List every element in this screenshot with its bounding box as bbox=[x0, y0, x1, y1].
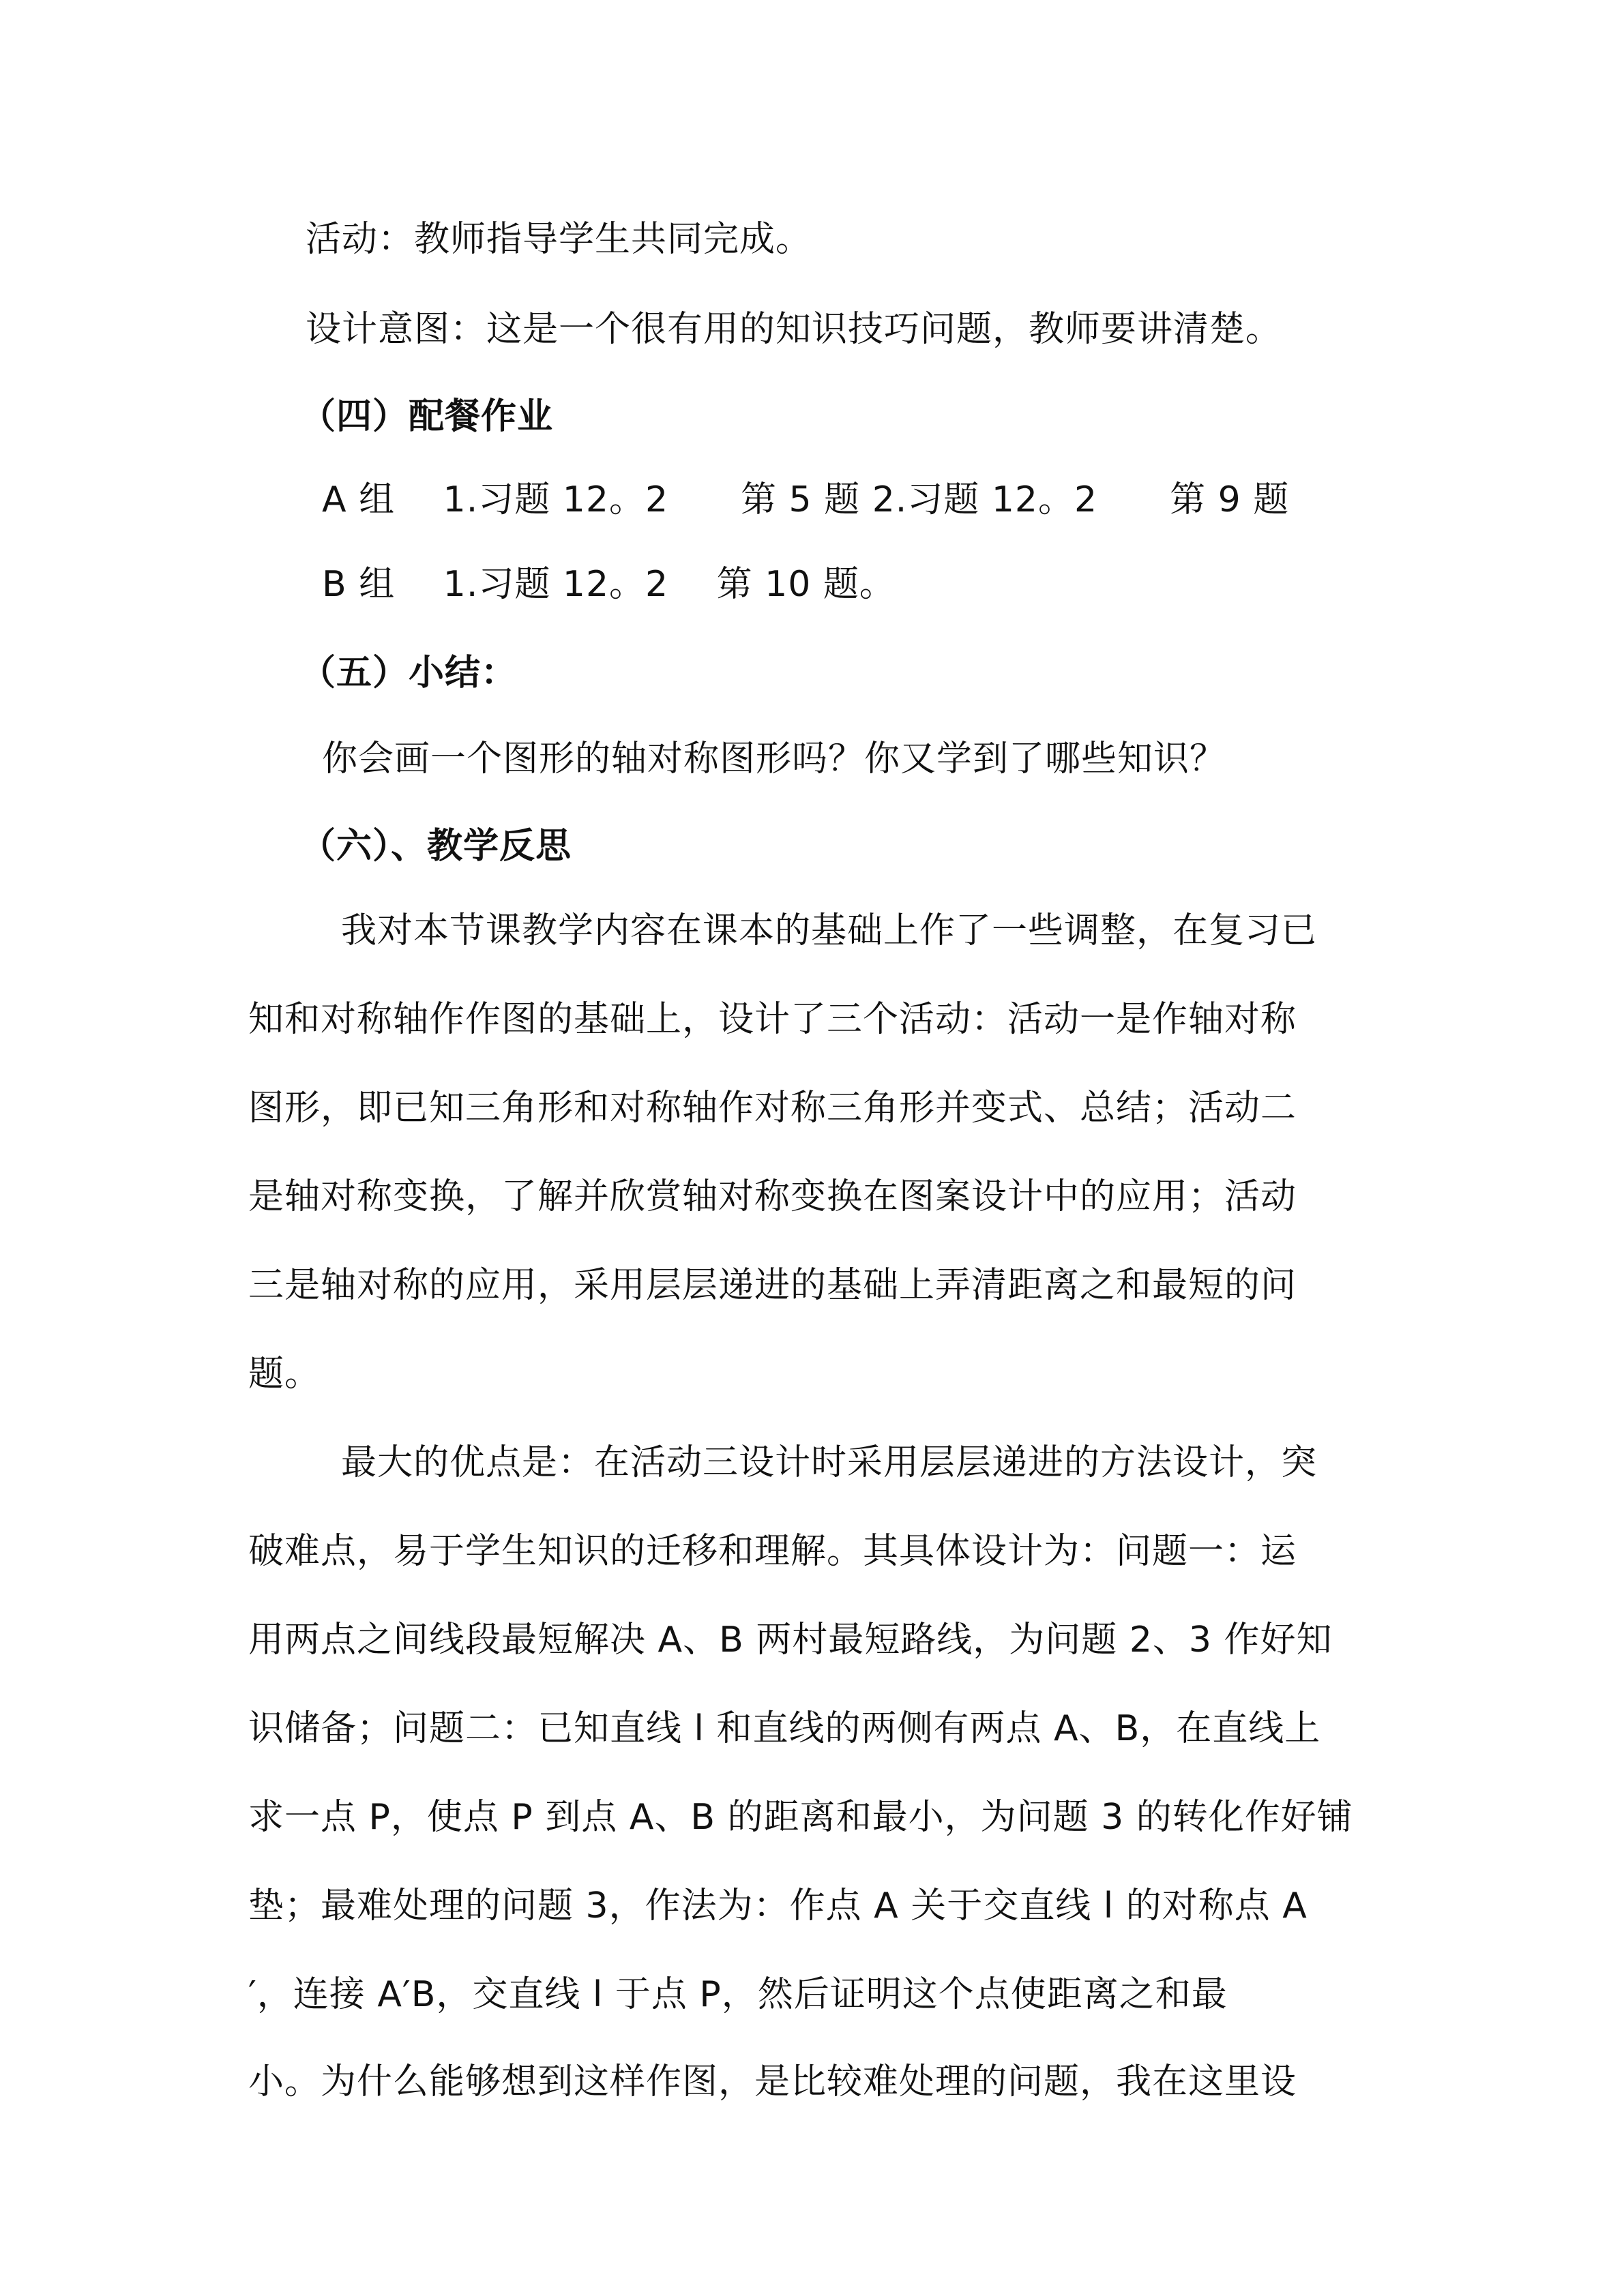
activity-text: 活动：教师指导学生共同完成。 bbox=[306, 219, 812, 260]
paragraph-line: 用两点之间线段最短解决 A、B 两村最短路线，为问题 2、3 作好知 bbox=[248, 1620, 1333, 1660]
paragraph-line: 垫；最难处理的问题 3，作法为：作点 A 关于交直线 l 的对称点 A bbox=[248, 1885, 1308, 1926]
paragraph-line: 题。 bbox=[248, 1354, 321, 1395]
paragraph-line: 我对本节课教学内容在课本的基础上作了一些调整，在复习已 bbox=[341, 910, 1318, 951]
homework-group-a: A 组 1.习题 12。2 第 5 题 2.习题 12。2 第 9 题 bbox=[322, 479, 1290, 520]
paragraph-line: 识储备；问题二：已知直线 l 和直线的两侧有两点 A、B，在直线上 bbox=[248, 1708, 1321, 1749]
summary-heading: （五）小结： bbox=[300, 653, 518, 694]
paragraph-line: 破难点，易于学生知识的迁移和理解。其具体设计为：问题一：运 bbox=[248, 1531, 1297, 1572]
paragraph-line: 图形，即已知三角形和对称轴作对称三角形并变式、总结；活动二 bbox=[248, 1088, 1297, 1129]
homework-group-b: B 组 1.习题 12。2 第 10 题。 bbox=[322, 564, 896, 605]
paragraph-line: 最大的优点是：在活动三设计时采用层层递进的方法设计，突 bbox=[341, 1442, 1318, 1483]
reflection-heading: （六）、教学反思 bbox=[300, 826, 572, 867]
homework-heading: （四）配餐作业 bbox=[300, 396, 554, 437]
paragraph-line: ′，连接 A′B，交直线 l 于点 P，然后证明这个点使距离之和最 bbox=[248, 1974, 1228, 2015]
design-intent-text: 设计意图：这是一个很有用的知识技巧问题，教师要讲清楚。 bbox=[306, 309, 1282, 350]
paragraph-line: 小。为什么能够想到这样作图，是比较难处理的问题，我在这里设 bbox=[248, 2061, 1297, 2102]
paragraph-line: 知和对称轴作作图的基础上，设计了三个活动：活动一是作轴对称 bbox=[248, 999, 1297, 1040]
summary-text: 你会画一个图形的轴对称图形吗？你又学到了哪些知识？ bbox=[322, 739, 1226, 779]
paragraph-line: 三是轴对称的应用，采用层层递进的基础上弄清距离之和最短的问 bbox=[248, 1265, 1297, 1306]
paragraph-line: 是轴对称变换，了解并欣赏轴对称变换在图案设计中的应用；活动 bbox=[248, 1176, 1297, 1217]
paragraph-line: 求一点 P，使点 P 到点 A、B 的距离和最小，为问题 3 的转化作好铺 bbox=[248, 1797, 1353, 1838]
